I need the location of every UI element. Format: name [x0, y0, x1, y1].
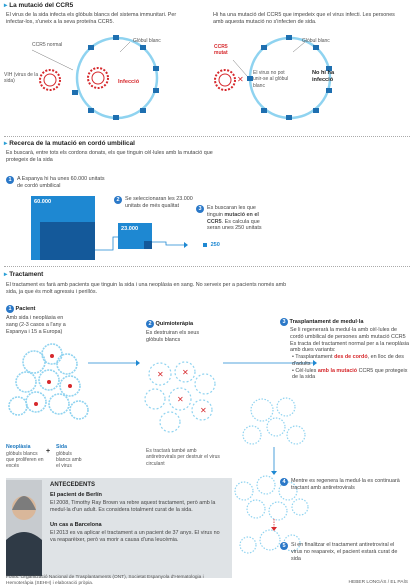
case1-text: El 2008, Timothy Ray Brown va rebre aquest tractament, però amb la medul·la d'un adult. Es considera totalment curat de la sida. [50, 500, 216, 513]
flow-arrow-2 [152, 232, 192, 252]
transplant-text1: Se li regenerarà la medul·la amb cèl·lules de cordó umbilical de persones amb mutació CCR5 [290, 327, 406, 340]
svg-text:✕: ✕ [200, 406, 207, 415]
regeneration-cells-diagram [230, 395, 310, 555]
patient-photo [6, 480, 42, 576]
bar-250-label: 250 [210, 242, 220, 248]
section-marker-icon: ▸ [4, 2, 8, 9]
transplant-step [280, 318, 410, 381]
section2-intro: Es buscarà, entre tots els cordons donats, els que tinguin cèl·lules amb la mutació que protegeix de la sida [6, 150, 213, 163]
section1-title: ▸ La mutació del CCR5 [4, 2, 74, 9]
step-number: 2 [146, 320, 154, 328]
section3-title: ▸ Tractament [4, 271, 44, 278]
section2-title: ▸ Recerca de la mutació en cordó umbilical [4, 140, 135, 147]
step5-text: Si en finalitzar el tractament antiretroviral el virus no reapareix, el pacient estarà curat de sida [291, 542, 398, 562]
label-no-infection: No hi ha infecció [312, 70, 335, 83]
step1-block [6, 176, 106, 189]
step-number: 1 [6, 305, 14, 313]
section-marker-icon: ▸ [4, 271, 8, 278]
bar-250 [203, 242, 220, 249]
portrait-icon [6, 480, 42, 576]
section-marker-icon: ▸ [4, 140, 8, 147]
bar-23000-label: 23.000 [121, 226, 139, 232]
step2-block [114, 196, 209, 209]
chemo-step [146, 320, 226, 344]
label-hiv: VIH (virus de la sida) [4, 72, 39, 85]
step2-text: Se seleccionaran les 23.000 unitats de més qualitat [125, 196, 193, 209]
case2-text: El 2013 es va aplicar el tractament a un pacient de 37 anys. El virus no va reaparèixer, però va morir a causa d'una leucèmia. [50, 530, 220, 543]
case2-title: Un cas a Barcelona [50, 522, 102, 528]
patient-text: Amb sida i neoplàsia en sang (2-3 casos a l'any a Espanya i 15 a Europa) [6, 315, 66, 335]
step4-block [280, 478, 408, 491]
chemo-note: Es tractarà també amb antiretrovirals per destruir el virus circulant [146, 448, 220, 467]
bar-23000-subset [144, 241, 152, 249]
step4-text: Mentre es regenera la medul·la es continuarà tractant amb antiretrovirals [291, 478, 400, 491]
svg-text:✕: ✕ [157, 370, 164, 379]
legend-neoplasia: Neoplàsia glòbuls blancs que proliferen en excés [6, 444, 44, 469]
bar-23000 [118, 223, 152, 249]
svg-text:✕: ✕ [182, 368, 189, 377]
label-virus-cannot-bind: El virus no pot unir-se al glòbul blanc [253, 70, 289, 89]
patient-title: Pacient [15, 306, 36, 312]
transplant-bullet2: • Cèl·lules amb la mutació CCR5 que protegeix de la sida [292, 367, 408, 381]
transplant-bullet1: • Trasplantament des de cordó, en lloc de des d'adults [292, 354, 404, 367]
section1-left-text: El virus de la sida infecta els glòbuls blancs del sistema immunitari. Per infectar-los, s'uneix a la seva proteïna CCR5. [6, 12, 177, 25]
chemo-text: Es destruiran els seus glòbuls blancs [146, 330, 200, 343]
step-number: 4 [280, 478, 288, 486]
divider [4, 136, 410, 137]
divider [4, 266, 410, 267]
step5-block [280, 542, 408, 562]
section1-right-text: Hi ha una mutació del CCR5 que impedeix que el virus infecti. Les persones amb aquesta mutació no s'infecten de sida. [213, 12, 395, 25]
bar-60000 [31, 196, 95, 260]
legend-sida: Sida glòbuls blancs amb el virus [56, 444, 82, 469]
step-number: 1 [6, 176, 14, 184]
hiv-virus-icon [40, 70, 60, 90]
blocked-virus-icon [215, 70, 235, 90]
footer-sources: Fonts: Organització Nacional de Trasplantaments (ONT), Societat Espanyola d'Hematologia i Hemoteràpia (SEHH) i elaboració pròpia. [6, 575, 204, 586]
step3-text: Es buscaran les que tinguin mutació en el CCR5. Es calcula que seran unes 250 unitats [207, 205, 262, 232]
label-infection: Infecció [118, 79, 140, 85]
bar-250-square [203, 243, 207, 247]
bar-60000-subset [40, 222, 95, 260]
label-white-cell-right: Glòbul blanc [302, 38, 330, 44]
infecting-virus-icon [88, 68, 108, 88]
step-number: 5 [280, 542, 288, 550]
transplant-text2: Es tracta del tractament normal per a la neoplàsia amb dues variants: [290, 340, 409, 354]
step-number: 2 [114, 196, 122, 204]
bar-60000-label: 60.000 [34, 199, 52, 205]
case1-title: El pacient de Berlín [50, 492, 102, 498]
step-number: 3 [280, 318, 288, 326]
footer-credit: HEBER LONGÁS / EL PAÍS [348, 580, 408, 585]
label-white-cell-left: Glòbul blanc [133, 38, 161, 44]
section3-intro: El tractament es farà amb pacients que tinguin la sida i una neoplàsia en sang. No serveix per a pacients només amb sida, ja que és molt agressiu i perillós. [6, 282, 287, 295]
label-ccr5-mutated: CCR5 mutat [214, 44, 228, 57]
step1-text: A Espanya hi ha unes 60.000 unitats de cordó umbilical [17, 176, 105, 189]
patient-cells-diagram [4, 330, 94, 440]
plus-icon: + [46, 448, 51, 455]
transplant-title: Trasplantament de medul·la [289, 319, 364, 325]
label-ccr5-normal: CCR5 normal [32, 42, 63, 48]
chemo-title: Quimioteràpia [155, 321, 194, 327]
svg-text:✕: ✕ [177, 395, 184, 404]
step-number: 3 [196, 205, 204, 213]
step3-block [196, 205, 271, 232]
antecedents-title: ANTECEDENTS [50, 482, 96, 488]
blocked-x-icon: ✕ [237, 75, 244, 84]
